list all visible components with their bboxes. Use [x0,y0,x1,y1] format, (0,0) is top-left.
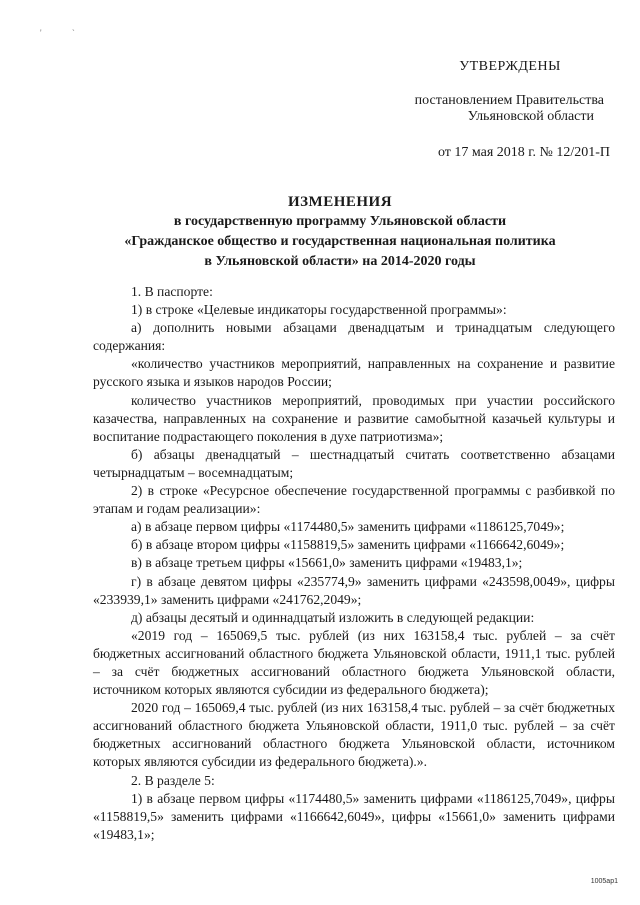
title-main: ИЗМЕНЕНИЯ [287,194,393,210]
document-body [93,283,615,844]
paragraph: «2019 год – 165069,5 тыс. рублей (из них 163158,4 тыс. рублей – за счёт бюджетных ассигнований областного бюджета Ульяновской области, 1911,1 тыс. рублей – за счёт бюджетных ассигнований областного бюджета Ульяновской области, источником которых являются субсидии из федерального бюджета); [93,627,615,698]
paragraph: д) абзацы десятый и одиннадцатый изложить в следующей редакции: [131,609,535,625]
paragraph: 2) в строке «Ресурсное обеспечение государственной программы с разбивкой по этапам и годам реализации»: [93,483,615,517]
title-line-1: в государственную программу Ульяновской области [173,214,507,229]
footer-code: 1005ap1 [590,878,618,885]
paragraph: количество участников мероприятий, проводимых при участии российского казачества, направленных на сохранение и развитие самобытной казачьей культуры и воспитание подрастающего поколения в духе патриотизма»; [93,392,615,444]
paragraph: 2020 год – 165069,4 тыс. рублей (из них 163158,4 тыс. рублей – за счёт бюджетных ассигнований областного бюджета Ульяновской области, 1911,0 тыс. рублей – за счёт бюджетных ассигнований областного бюджета Ульяновской области, источником которых являются субсидии из федерального бюджета).». [93,700,615,770]
title-line-3: в Ульяновской области» на 2014-2020 годы [204,254,476,269]
paragraph: б) абзацы двенадцатый – шестнадцатый считать соответственно абзацами четырнадцатым – восемнадцатым; [93,446,615,480]
approval-line-1: постановлением Правительства [414,93,604,108]
paragraph: б) в абзаце втором цифры «1158819,5» заменить цифрами «1166642,6049»; [131,537,565,553]
paragraph: а) дополнить новыми абзацами двенадцатым и тринадцатым следующего содержания: [93,320,615,354]
scan-marks: ' ` [40,28,89,38]
paragraph: 1) в абзаце первом цифры «1174480,5» заменить цифрами «1186125,7049», цифры «1158819,5» заменить цифрами «1166642,6049», цифры «15661,0» заменить цифрами «19483,1»; [93,790,615,842]
paragraph: 2. В разделе 5: [131,772,215,788]
document-title [60,192,620,272]
paragraph: 1. В паспорте: [131,284,213,299]
paragraph: «количество участников мероприятий, направленных на сохранение и развитие русского языка и языков народов России; [93,356,615,390]
paragraph: 1) в строке «Целевые индикаторы государственной программы»: [131,302,507,318]
approved-heading: УТВЕРЖДЕНЫ [459,59,561,74]
title-line-2: «Гражданское общество и государственная национальная политика [124,234,556,249]
paragraph: а) в абзаце первом цифры «1174480,5» заменить цифрами «1186125,7049»; [131,519,565,535]
approval-date-number: от 17 мая 2018 г. № 12/201-П [437,145,610,160]
paragraph: в) в абзаце третьем цифры «15661,0» заменить цифрами «19483,1»; [131,555,523,571]
paragraph: г) в абзаце девятом цифры «235774,9» заменить цифрами «243598,0049», цифры «233939,1» заменить цифрами «241762,2049»; [93,573,615,607]
approval-line-2: Ульяновской области [467,109,594,124]
